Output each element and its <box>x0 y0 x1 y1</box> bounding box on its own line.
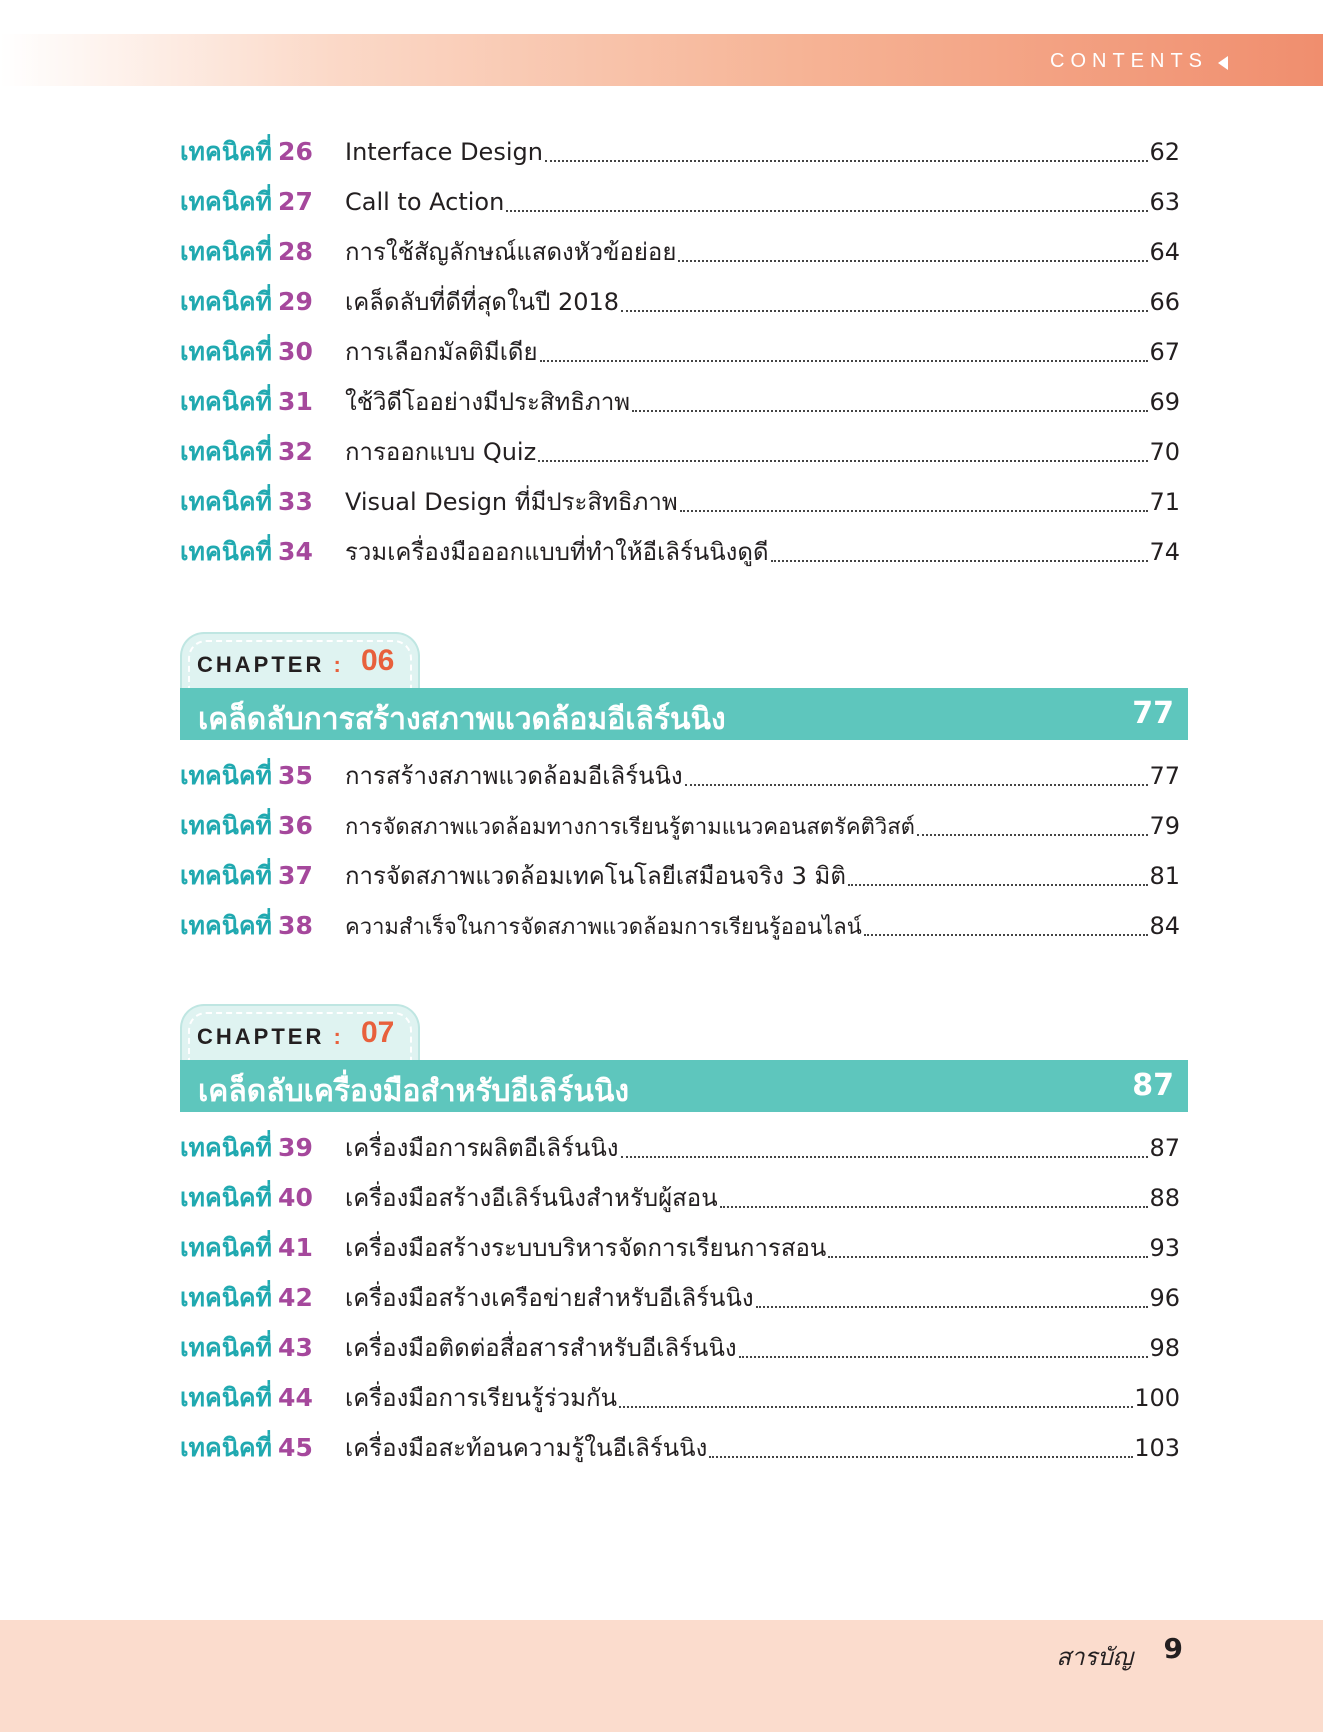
dot-leader <box>538 460 1148 462</box>
contents-label: CONTENTS <box>1050 50 1208 72</box>
entry-page: 81 <box>1149 862 1180 890</box>
entry-title: เคล็ดลับที่ดีที่สุดในปี 2018 <box>345 288 620 316</box>
entry-title: การใช้สัญลักษณ์แสดงหัวข้อย่อย <box>345 238 677 266</box>
entry-page: 66 <box>1149 288 1180 316</box>
toc-entry[interactable] <box>180 1278 1180 1318</box>
technique-number: 33 <box>278 487 313 516</box>
technique-number: 29 <box>278 287 313 316</box>
technique-label: เทคนิคที่ <box>180 187 273 216</box>
toc-entry[interactable] <box>180 532 1180 572</box>
chapter-label: CHAPTER : <box>197 652 341 677</box>
chapter-number: 07 <box>361 1016 395 1049</box>
entry-title: เครื่องมือสร้างระบบบริหารจัดการเรียนการสอน <box>345 1234 827 1262</box>
entry-page: 77 <box>1149 762 1180 790</box>
technique-label: เทคนิคที่ <box>180 1333 273 1362</box>
entry-page: 84 <box>1149 912 1180 940</box>
toc-entry[interactable] <box>180 906 1180 946</box>
chapter-page: 87 <box>1132 1068 1174 1103</box>
dot-leader <box>506 210 1148 212</box>
technique-number: 26 <box>278 137 313 166</box>
entry-title: การจัดสภาพแวดล้อมเทคโนโลยีเสมือนจริง 3 มิติ <box>345 862 846 890</box>
technique-number: 44 <box>278 1383 313 1412</box>
toc-entry[interactable] <box>180 1128 1180 1168</box>
arrow-left-icon <box>1218 56 1228 70</box>
toc-entry[interactable] <box>180 232 1180 272</box>
entry-title: รวมเครื่องมือออกแบบที่ทำให้อีเลิร์นนิงดูดี <box>345 538 769 566</box>
entry-page: 64 <box>1149 238 1180 266</box>
dot-leader <box>917 834 1149 836</box>
toc-entry[interactable] <box>180 482 1180 522</box>
technique-label: เทคนิคที่ <box>180 1283 273 1312</box>
entry-title: ความสำเร็จในการจัดสภาพแวดล้อมการเรียนรู้ออนไลน์ <box>345 915 862 940</box>
dot-leader <box>771 560 1149 562</box>
entry-page: 87 <box>1149 1134 1180 1162</box>
toc-entry[interactable] <box>180 282 1180 322</box>
dot-leader <box>680 510 1149 512</box>
toc-entry[interactable] <box>180 132 1180 172</box>
technique-number: 45 <box>278 1433 313 1462</box>
chapter-title: เคล็ดลับเครื่องมือสำหรับอีเลิร์นนิง <box>198 1074 630 1109</box>
entry-title: Call to Action <box>345 188 505 216</box>
technique-number: 43 <box>278 1333 313 1362</box>
technique-label: เทคนิคที่ <box>180 811 273 840</box>
technique-number: 27 <box>278 187 313 216</box>
technique-number: 41 <box>278 1233 313 1262</box>
technique-label: เทคนิคที่ <box>180 1133 273 1162</box>
dot-leader <box>540 360 1149 362</box>
technique-label: เทคนิคที่ <box>180 337 273 366</box>
technique-number: 36 <box>278 811 313 840</box>
toc-entry[interactable] <box>180 1328 1180 1368</box>
dot-leader <box>621 1156 1149 1158</box>
entry-page: 71 <box>1149 488 1180 516</box>
toc-entry[interactable] <box>180 856 1180 896</box>
toc-entry[interactable] <box>180 1228 1180 1268</box>
footer-section-label: สารบัญ <box>1056 1643 1133 1671</box>
chapter-title: เคล็ดลับการสร้างสภาพแวดล้อมอีเลิร์นนิง <box>198 702 726 737</box>
chapter-heading[interactable] <box>180 688 1188 740</box>
dot-leader <box>848 884 1149 886</box>
dot-leader <box>864 934 1149 936</box>
toc-entry[interactable] <box>180 432 1180 472</box>
technique-label: เทคนิคที่ <box>180 761 273 790</box>
technique-label: เทคนิคที่ <box>180 487 273 516</box>
entry-page: 96 <box>1149 1284 1180 1312</box>
entry-title: เครื่องมือติดต่อสื่อสารสำหรับอีเลิร์นนิง <box>345 1334 737 1362</box>
chapter-number: 06 <box>361 644 395 677</box>
entry-page: 103 <box>1134 1434 1180 1462</box>
entry-page: 69 <box>1149 388 1180 416</box>
entry-page: 79 <box>1149 812 1180 840</box>
technique-label: เทคนิคที่ <box>180 861 273 890</box>
entry-title: เครื่องมือการเรียนรู้ร่วมกัน <box>345 1384 617 1412</box>
entry-page: 67 <box>1149 338 1180 366</box>
footer-page-number: 9 <box>1163 1632 1183 1665</box>
technique-number: 39 <box>278 1133 313 1162</box>
technique-number: 30 <box>278 337 313 366</box>
entry-title: การสร้างสภาพแวดล้อมอีเลิร์นนิง <box>345 762 683 790</box>
chapter-heading[interactable] <box>180 1060 1188 1112</box>
entry-page: 100 <box>1134 1384 1180 1412</box>
entry-page: 88 <box>1149 1184 1180 1212</box>
toc-entry[interactable] <box>180 1178 1180 1218</box>
entry-title: ใช้วิดีโออย่างมีประสิทธิภาพ <box>345 388 631 416</box>
entry-title: การออกแบบ Quiz <box>345 438 537 466</box>
technique-label: เทคนิคที่ <box>180 437 273 466</box>
dot-leader <box>619 1406 1133 1408</box>
dot-leader <box>828 1256 1148 1258</box>
toc-entry[interactable] <box>180 1378 1180 1418</box>
entry-title: เครื่องมือสร้างอีเลิร์นนิงสำหรับผู้สอน <box>345 1184 718 1212</box>
entry-page: 70 <box>1149 438 1180 466</box>
toc-entry[interactable] <box>180 332 1180 372</box>
entry-title: Interface Design <box>345 138 543 166</box>
entry-title: เครื่องมือสะท้อนความรู้ในอีเลิร์นนิง <box>345 1434 708 1462</box>
technique-label: เทคนิคที่ <box>180 1233 273 1262</box>
entry-title: เครื่องมือการผลิตอีเลิร์นนิง <box>345 1134 619 1162</box>
toc-entry[interactable] <box>180 1428 1180 1468</box>
technique-label: เทคนิคที่ <box>180 137 273 166</box>
technique-number: 37 <box>278 861 313 890</box>
technique-number: 35 <box>278 761 313 790</box>
entry-title: Visual Design ที่มีประสิทธิภาพ <box>345 488 678 516</box>
chapter-label: CHAPTER : <box>197 1024 341 1049</box>
dot-leader <box>685 784 1149 786</box>
entry-page: 98 <box>1149 1334 1180 1362</box>
toc-entry[interactable] <box>180 182 1180 222</box>
technique-label: เทคนิคที่ <box>180 287 273 316</box>
technique-number: 34 <box>278 537 313 566</box>
toc-entry[interactable] <box>180 382 1180 422</box>
dot-leader <box>739 1356 1149 1358</box>
entry-page: 93 <box>1149 1234 1180 1262</box>
technique-number: 38 <box>278 911 313 940</box>
dot-leader <box>709 1456 1133 1458</box>
technique-label: เทคนิคที่ <box>180 537 273 566</box>
toc-entry[interactable] <box>180 756 1180 796</box>
technique-number: 42 <box>278 1283 313 1312</box>
technique-label: เทคนิคที่ <box>180 237 273 266</box>
technique-number: 40 <box>278 1183 313 1212</box>
dot-leader <box>756 1306 1149 1308</box>
technique-label: เทคนิคที่ <box>180 1433 273 1462</box>
entry-page: 63 <box>1149 188 1180 216</box>
entry-page: 62 <box>1149 138 1180 166</box>
toc-entry[interactable] <box>180 806 1180 846</box>
entry-page: 74 <box>1149 538 1180 566</box>
dot-leader <box>621 310 1148 312</box>
technique-label: เทคนิคที่ <box>180 911 273 940</box>
entry-title: เครื่องมือสร้างเครือข่ายสำหรับอีเลิร์นนิง <box>345 1284 754 1312</box>
technique-number: 28 <box>278 237 313 266</box>
dot-leader <box>632 410 1148 412</box>
dot-leader <box>720 1206 1149 1208</box>
entry-title: การเลือกมัลติมีเดีย <box>345 338 538 366</box>
technique-label: เทคนิคที่ <box>180 387 273 416</box>
technique-label: เทคนิคที่ <box>180 1383 273 1412</box>
technique-number: 31 <box>278 387 313 416</box>
dot-leader <box>678 260 1148 262</box>
dot-leader <box>545 160 1149 162</box>
technique-number: 32 <box>278 437 313 466</box>
entry-title: การจัดสภาพแวดล้อมทางการเรียนรู้ตามแนวคอนสตรัคติวิสต์ <box>345 815 915 840</box>
technique-label: เทคนิคที่ <box>180 1183 273 1212</box>
chapter-page: 77 <box>1132 696 1174 731</box>
